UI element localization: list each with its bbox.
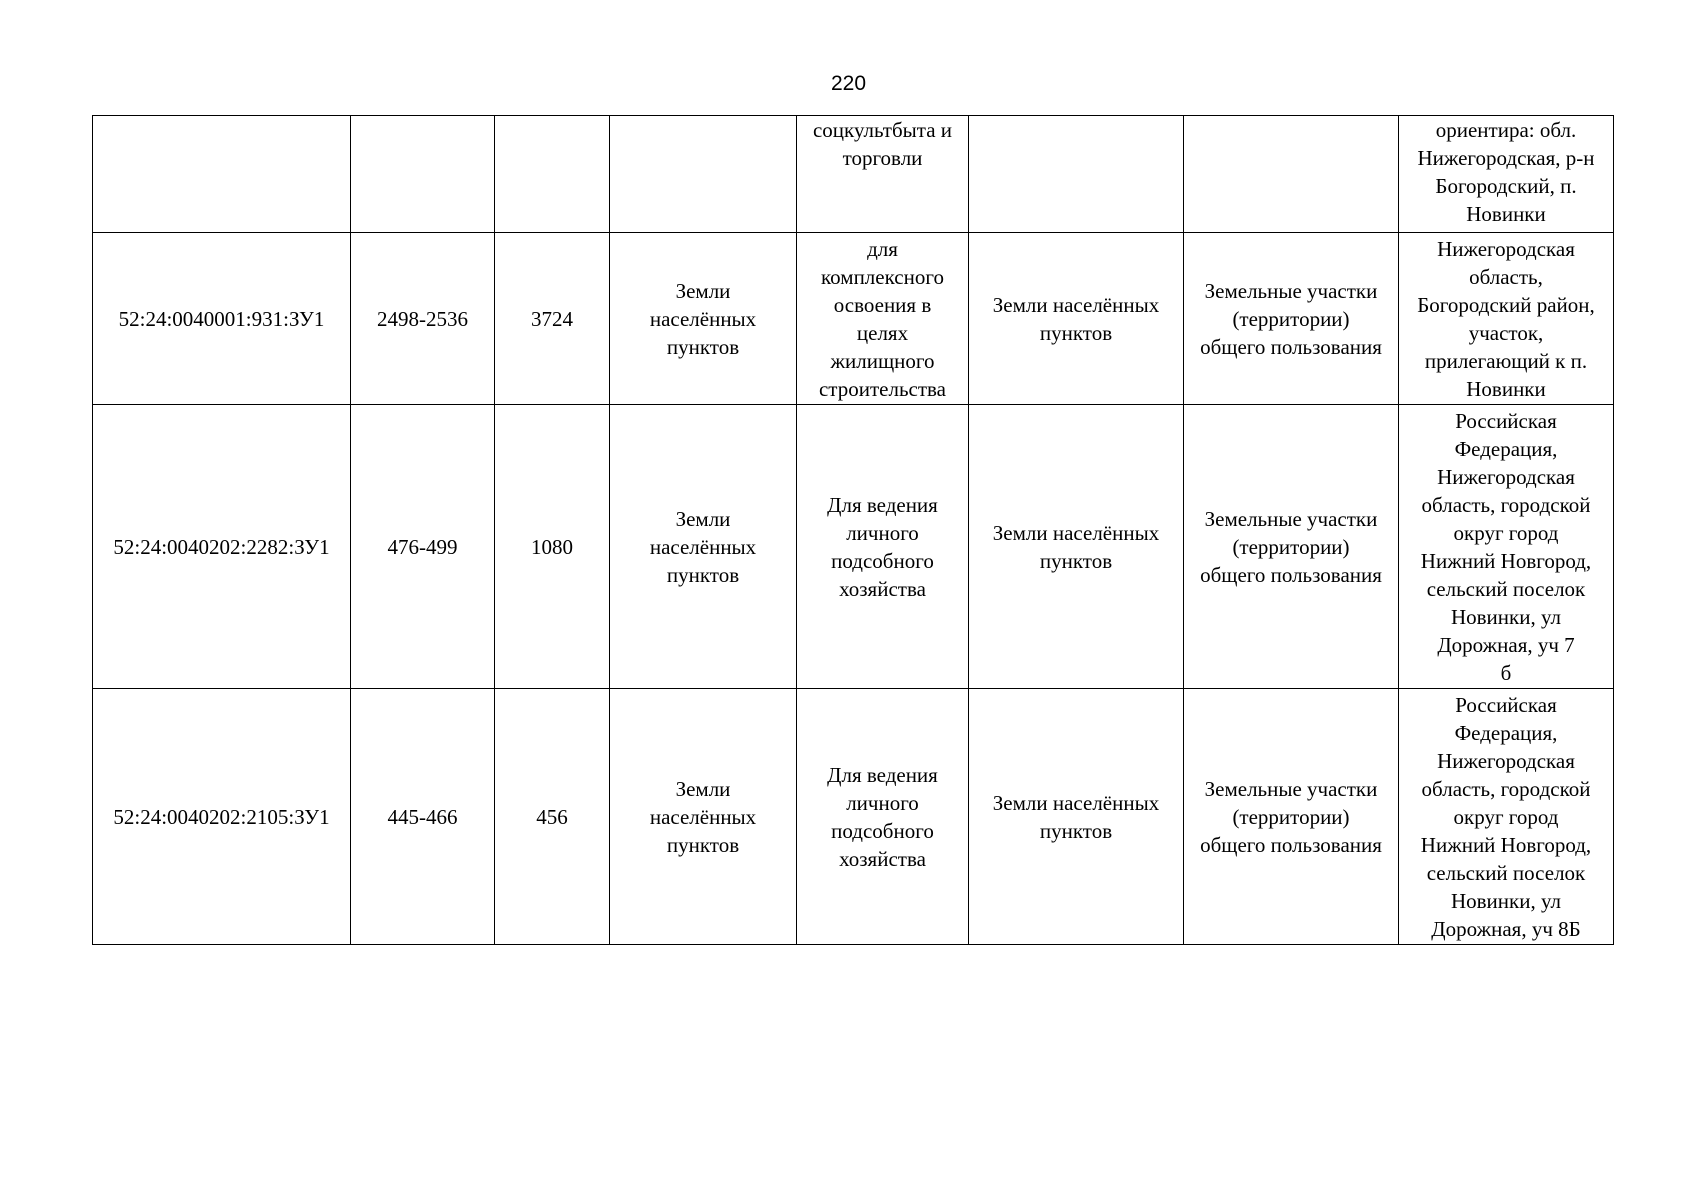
territorial-zone-cell: Земли населённых пунктов bbox=[969, 233, 1184, 405]
area-cell: 1080 bbox=[495, 405, 610, 689]
address-cell: Нижегородская область, Богородский район, участок, прилегающий к п. Новинки bbox=[1399, 233, 1614, 405]
points-cell: 445-466 bbox=[351, 689, 495, 945]
territorial-zone-cell: Земли населённых пунктов bbox=[969, 689, 1184, 945]
area-cell: 3724 bbox=[495, 233, 610, 405]
permitted-use-cell: для комплексного освоения в целях жилищного строительства bbox=[797, 233, 969, 405]
points-cell: 476-499 bbox=[351, 405, 495, 689]
territorial-zone-cell: Земли населённых пунктов bbox=[969, 405, 1184, 689]
purpose-cell bbox=[1184, 116, 1399, 233]
purpose-cell: Земельные участки (территории) общего пользования bbox=[1184, 233, 1399, 405]
territorial-zone-cell bbox=[969, 116, 1184, 233]
area-cell: 456 bbox=[495, 689, 610, 945]
cadastral-number-cell: 52:24:0040001:931:ЗУ1 bbox=[93, 233, 351, 405]
area-cell bbox=[495, 116, 610, 233]
table-row bbox=[93, 689, 1614, 945]
table-row bbox=[93, 405, 1614, 689]
cadastral-number-cell: 52:24:0040202:2105:ЗУ1 bbox=[93, 689, 351, 945]
land-plots-table bbox=[92, 115, 1614, 945]
cadastral-number-cell: 52:24:0040202:2282:ЗУ1 bbox=[93, 405, 351, 689]
address-cell: Российская Федерация, Нижегородская область, городской округ город Нижний Новгород, сельский поселок Новинки, ул Дорожная, уч 8Б bbox=[1399, 689, 1614, 945]
land-category-cell: Земли населённых пунктов bbox=[610, 233, 797, 405]
address-cell: Российская Федерация, Нижегородская область, городской округ город Нижний Новгород, сельский поселок Новинки, ул Дорожная, уч 7 б bbox=[1399, 405, 1614, 689]
points-cell: 2498-2536 bbox=[351, 233, 495, 405]
purpose-cell: Земельные участки (территории) общего пользования bbox=[1184, 689, 1399, 945]
land-category-cell: Земли населённых пунктов bbox=[610, 689, 797, 945]
page-number: 220 bbox=[830, 72, 867, 95]
permitted-use-cell: Для ведения личного подсобного хозяйства bbox=[797, 689, 969, 945]
table-row bbox=[93, 116, 1614, 233]
address-cell: ориентира: обл. Нижегородская, р-н Богородский, п. Новинки bbox=[1399, 116, 1614, 233]
purpose-cell: Земельные участки (территории) общего пользования bbox=[1184, 405, 1399, 689]
cadastral-number-cell bbox=[93, 116, 351, 233]
land-category-cell bbox=[610, 116, 797, 233]
permitted-use-cell: Для ведения личного подсобного хозяйства bbox=[797, 405, 969, 689]
points-cell bbox=[351, 116, 495, 233]
permitted-use-cell: соцкультбыта и торговли bbox=[797, 116, 969, 233]
land-category-cell: Земли населённых пунктов bbox=[610, 405, 797, 689]
table-row bbox=[93, 233, 1614, 405]
